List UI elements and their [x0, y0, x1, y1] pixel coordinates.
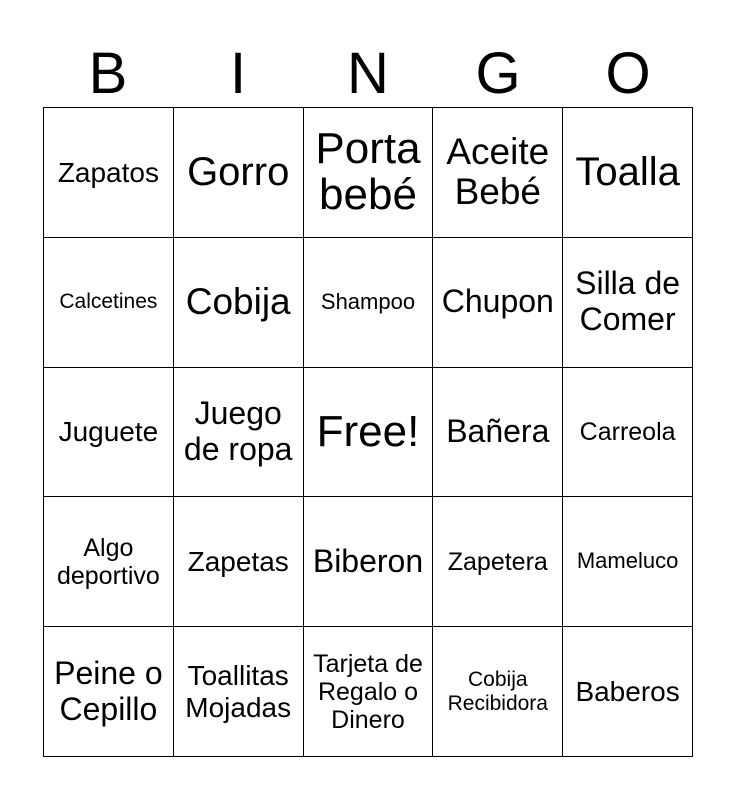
- cell-text: Shampoo: [320, 288, 416, 314]
- bingo-cell[interactable]: [44, 368, 174, 498]
- bingo-cell[interactable]: [433, 108, 563, 238]
- cell-text: Cobija Recibidora: [447, 668, 548, 715]
- bingo-cell[interactable]: [44, 108, 174, 238]
- bingo-cell[interactable]: [563, 627, 693, 757]
- cell-text: Peine o Cepillo: [54, 654, 163, 727]
- cell-text: Mameluco: [576, 548, 679, 574]
- bingo-cell[interactable]: [433, 238, 563, 368]
- cell-text: Gorro: [187, 150, 290, 195]
- bingo-header: [43, 40, 693, 108]
- header-letter-o: O: [605, 41, 651, 106]
- cell-text: Carreola: [579, 417, 676, 446]
- bingo-cell[interactable]: [174, 627, 304, 757]
- bingo-board: [43, 107, 693, 757]
- bingo-cell[interactable]: [304, 368, 434, 498]
- header-letter-b: B: [88, 41, 128, 106]
- header-letter-n: N: [347, 41, 389, 106]
- cell-text: Tarjeta de Regalo o Dinero: [313, 649, 423, 734]
- bingo-cell[interactable]: [44, 238, 174, 368]
- cell-text: Cobija: [185, 280, 291, 322]
- header-letter-i: I: [229, 41, 247, 106]
- cell-text: Juego de ropa: [183, 395, 293, 467]
- cell-text: Toalla: [575, 150, 680, 195]
- cell-text: Silla de Comer: [575, 265, 681, 338]
- cell-text: Zapetas: [187, 546, 289, 578]
- bingo-cell[interactable]: [433, 627, 563, 757]
- cell-text: Toallitas Mojadas: [185, 660, 292, 723]
- cell-text: Zapetera: [447, 547, 548, 576]
- bingo-cell[interactable]: [304, 627, 434, 757]
- cell-text: Calcetines: [59, 290, 158, 314]
- bingo-cell[interactable]: [304, 108, 434, 238]
- cell-text: Free!: [316, 406, 420, 456]
- bingo-cell[interactable]: [563, 108, 693, 238]
- bingo-cell[interactable]: [174, 108, 304, 238]
- bingo-cell[interactable]: [563, 497, 693, 627]
- header-letter-g: G: [475, 41, 521, 106]
- bingo-cell[interactable]: [304, 497, 434, 627]
- bingo-cell[interactable]: [304, 238, 434, 368]
- cell-text: Aceite Bebé: [446, 130, 550, 213]
- cell-text: Chupon: [441, 283, 554, 320]
- cell-text: Zapatos: [57, 156, 159, 188]
- bingo-cell[interactable]: [44, 497, 174, 627]
- cell-text: Baberos: [575, 675, 680, 707]
- bingo-cell[interactable]: [563, 368, 693, 498]
- cell-text: Algo deportivo: [56, 533, 160, 590]
- bingo-cell[interactable]: [174, 368, 304, 498]
- bingo-cell[interactable]: [174, 497, 304, 627]
- cell-text: Bañera: [446, 413, 550, 450]
- bingo-cell[interactable]: [44, 627, 174, 757]
- cell-text: Juguete: [58, 416, 159, 448]
- cell-text: Porta bebé: [315, 124, 421, 220]
- cell-text: Biberon: [312, 542, 424, 579]
- bingo-cell[interactable]: [433, 368, 563, 498]
- bingo-cell[interactable]: [174, 238, 304, 368]
- bingo-cell[interactable]: [563, 238, 693, 368]
- bingo-cell[interactable]: [433, 497, 563, 627]
